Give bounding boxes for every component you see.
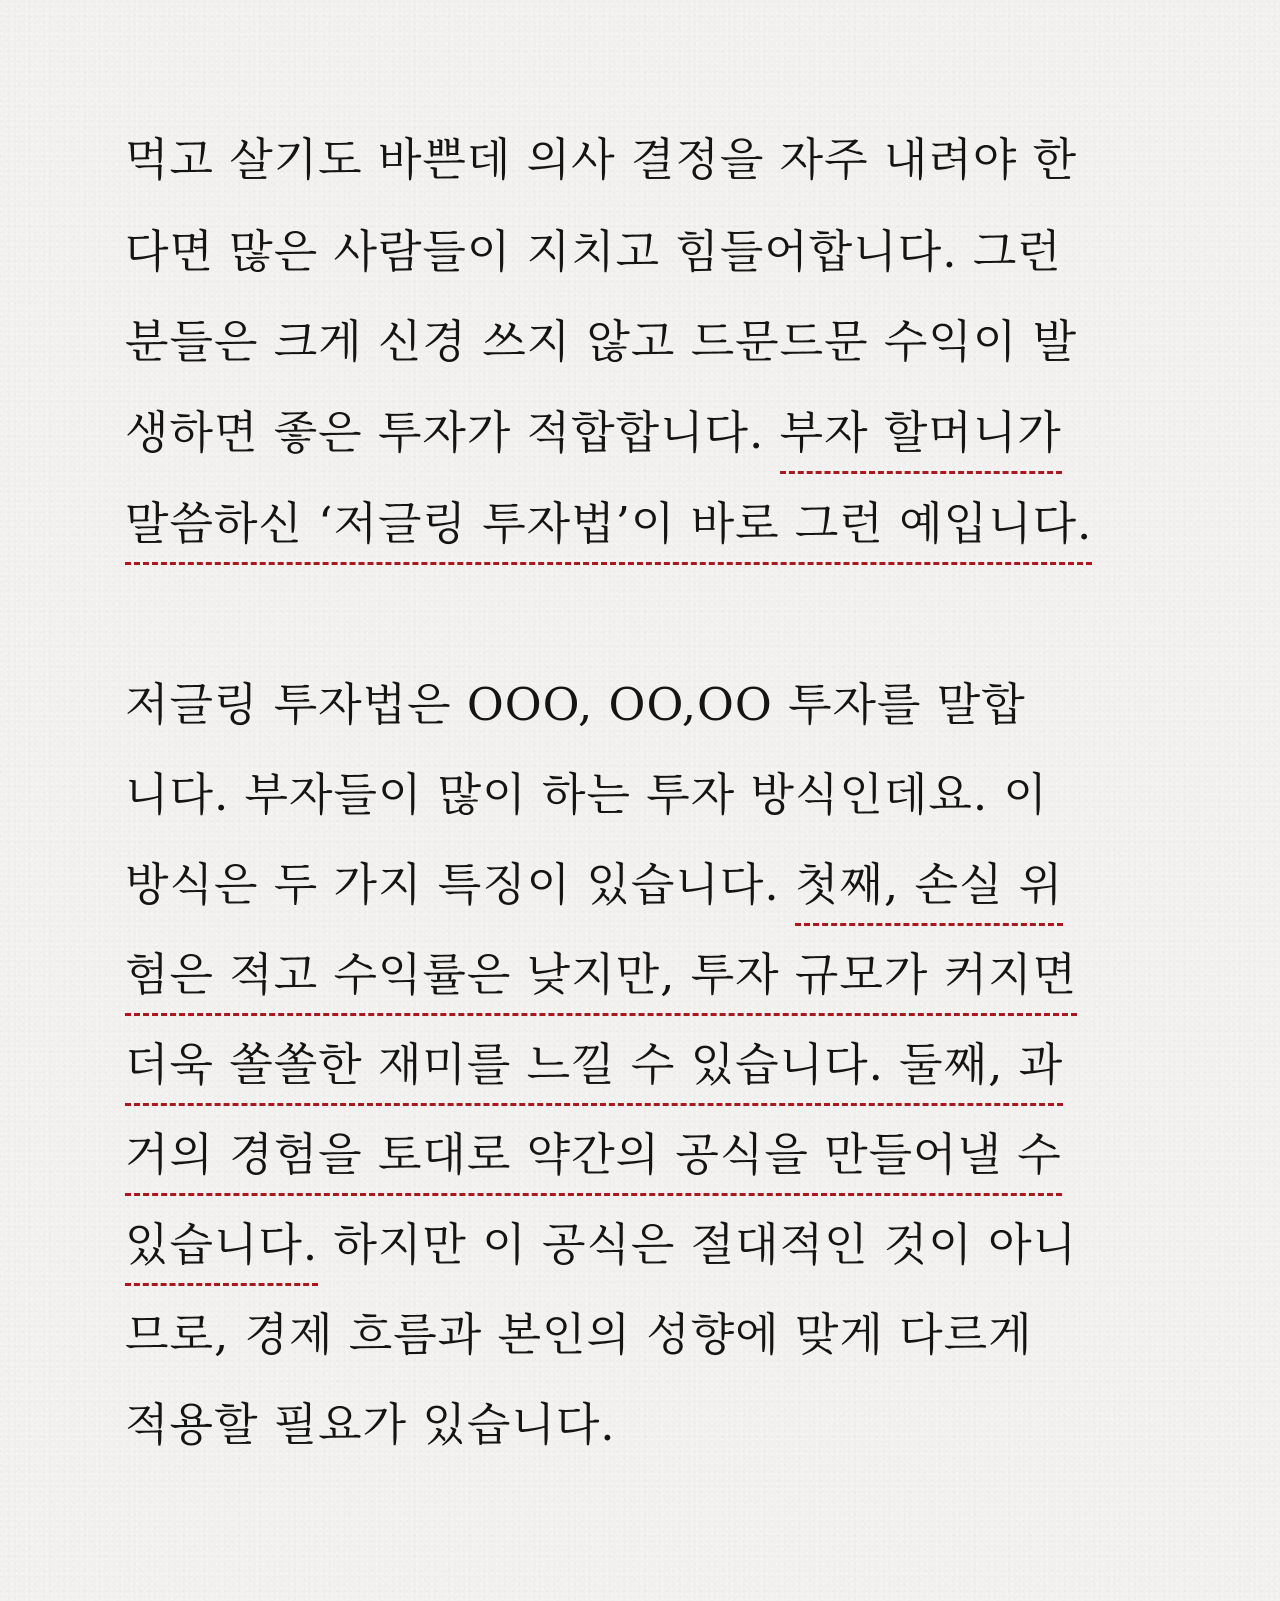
highlighted-text: 말씀하신 ‘저글링 투자법’이 바로 그런 예입니다. xyxy=(125,497,1092,565)
text-line xyxy=(125,1035,1063,1095)
highlighted-text: 있습니다. xyxy=(125,1218,318,1286)
line-text: 다면 많은 사람들이 지치고 힘들어합니다. 그런 xyxy=(125,225,1062,278)
line-text: 분들은 크게 신경 쓰지 않고 드문드문 수익이 발 xyxy=(125,315,1078,368)
highlighted-text: 더욱 쏠쏠한 재미를 느낄 수 있습니다. 둘째, 과 xyxy=(125,1038,1063,1106)
highlighted-text: 첫째, 손실 위 xyxy=(795,858,1063,926)
text-line xyxy=(125,130,1077,190)
text-line xyxy=(125,312,1077,372)
line-text: 방식은 두 가지 특징이 있습니다. xyxy=(125,858,795,911)
highlighted-text: 부자 할머니가 xyxy=(780,406,1062,474)
text-line xyxy=(125,1305,1033,1365)
line-text: 저글링 투자법은 OOO, OO,OO 투자를 말합 xyxy=(125,678,1026,731)
line-text: 적용할 필요가 있습니다. xyxy=(125,1398,616,1451)
line-text: 하지만 이 공식은 절대적인 것이 아니 xyxy=(318,1218,1078,1271)
text-line xyxy=(125,222,1062,282)
text-line xyxy=(125,1395,616,1455)
text-line xyxy=(125,1125,1062,1185)
highlighted-text: 험은 적고 수익률은 낮지만, 투자 규모가 커지면 xyxy=(125,948,1077,1016)
highlighted-text: 거의 경험을 토대로 약간의 공식을 만들어낼 수 xyxy=(125,1128,1062,1196)
text-line xyxy=(125,945,1077,1005)
line-text: 생하면 좋은 투자가 적합합니다. xyxy=(125,406,780,459)
text-line xyxy=(125,494,1092,554)
text-line xyxy=(125,765,1048,825)
text-line xyxy=(125,1215,1077,1275)
line-text: 먹고 살기도 바쁜데 의사 결정을 자주 내려야 한 xyxy=(125,133,1078,186)
line-text: 니다. 부자들이 많이 하는 투자 방식인데요. 이 xyxy=(125,768,1048,821)
document-page xyxy=(125,0,1165,1601)
text-line xyxy=(125,855,1063,915)
text-line xyxy=(125,403,1062,463)
line-text: 므로, 경제 흐름과 본인의 성향에 맞게 다르게 xyxy=(125,1308,1033,1361)
text-line xyxy=(125,675,1026,735)
